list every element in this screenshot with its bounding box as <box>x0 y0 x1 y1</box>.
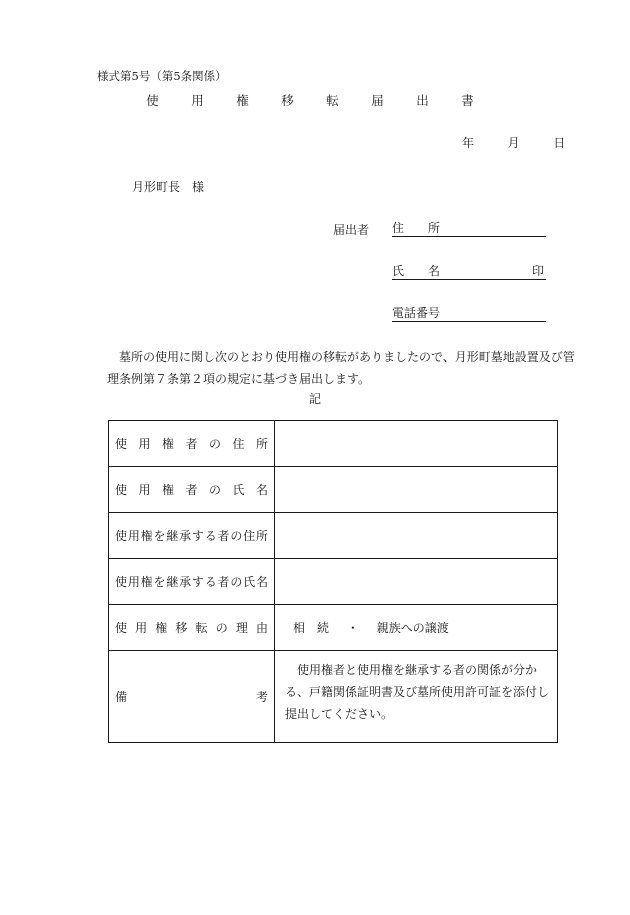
table-row <box>109 467 558 513</box>
ki-heading: 記 <box>308 392 321 406</box>
date-year: 年 <box>462 136 475 150</box>
filer-label: 届出者 <box>333 223 370 237</box>
successor-address-cell[interactable] <box>275 513 558 559</box>
reason-option-transfer-to-relative[interactable]: 親族への譲渡 <box>376 621 449 635</box>
reason-options[interactable] <box>275 605 558 651</box>
reason-label: 使用権移転の理由 <box>109 605 275 651</box>
transfer-table <box>108 420 558 743</box>
table-row <box>109 651 558 743</box>
row-label: 使用権を継承する者の住所 <box>109 513 275 559</box>
reason-separator: ・ <box>346 621 359 635</box>
holder-name-cell[interactable] <box>275 467 558 513</box>
body-text: 墓所の使用に関し次のとおり使用権の移転がありましたので、月形町墓地設置及び管理条例第７条第２項の規定に基づき届出します。 <box>107 350 575 386</box>
filer-address-label: 住 所 <box>392 221 441 235</box>
form-number: 様式第5号（第5条関係） <box>97 69 227 83</box>
table-row <box>109 421 558 467</box>
remarks-text: 使用権者と使用権を継承する者の関係が分かる、戸籍関係証明書及び墓所使用許可証を添付し提出してください。 <box>275 651 558 743</box>
date-month: 月 <box>507 136 520 150</box>
date-line <box>462 134 565 151</box>
date-day: 日 <box>553 136 566 150</box>
filer-phone-label: 電話番号 <box>392 306 441 320</box>
holder-address-cell[interactable] <box>275 421 558 467</box>
document-title: 使 用 権 移 転 届 出 書 <box>146 93 484 108</box>
filer-address-field[interactable] <box>392 219 546 237</box>
remarks-label: 備 考 <box>109 651 275 743</box>
successor-name-cell[interactable] <box>275 559 558 605</box>
row-label: 使用権者の住所 <box>109 421 275 467</box>
filer-name-label: 氏 名 <box>392 264 441 278</box>
seal-mark: 印 <box>531 264 544 278</box>
row-label: 使用権者の氏名 <box>109 467 275 513</box>
table-row <box>109 559 558 605</box>
table-row <box>109 605 558 651</box>
reason-option-inheritance[interactable]: 相 続 <box>293 621 330 635</box>
table-row <box>109 513 558 559</box>
row-label: 使用権を継承する者の氏名 <box>109 559 275 605</box>
addressee: 月形町長 様 <box>132 180 205 194</box>
filer-phone-field[interactable] <box>392 304 546 322</box>
filer-name-field[interactable] <box>392 262 546 280</box>
